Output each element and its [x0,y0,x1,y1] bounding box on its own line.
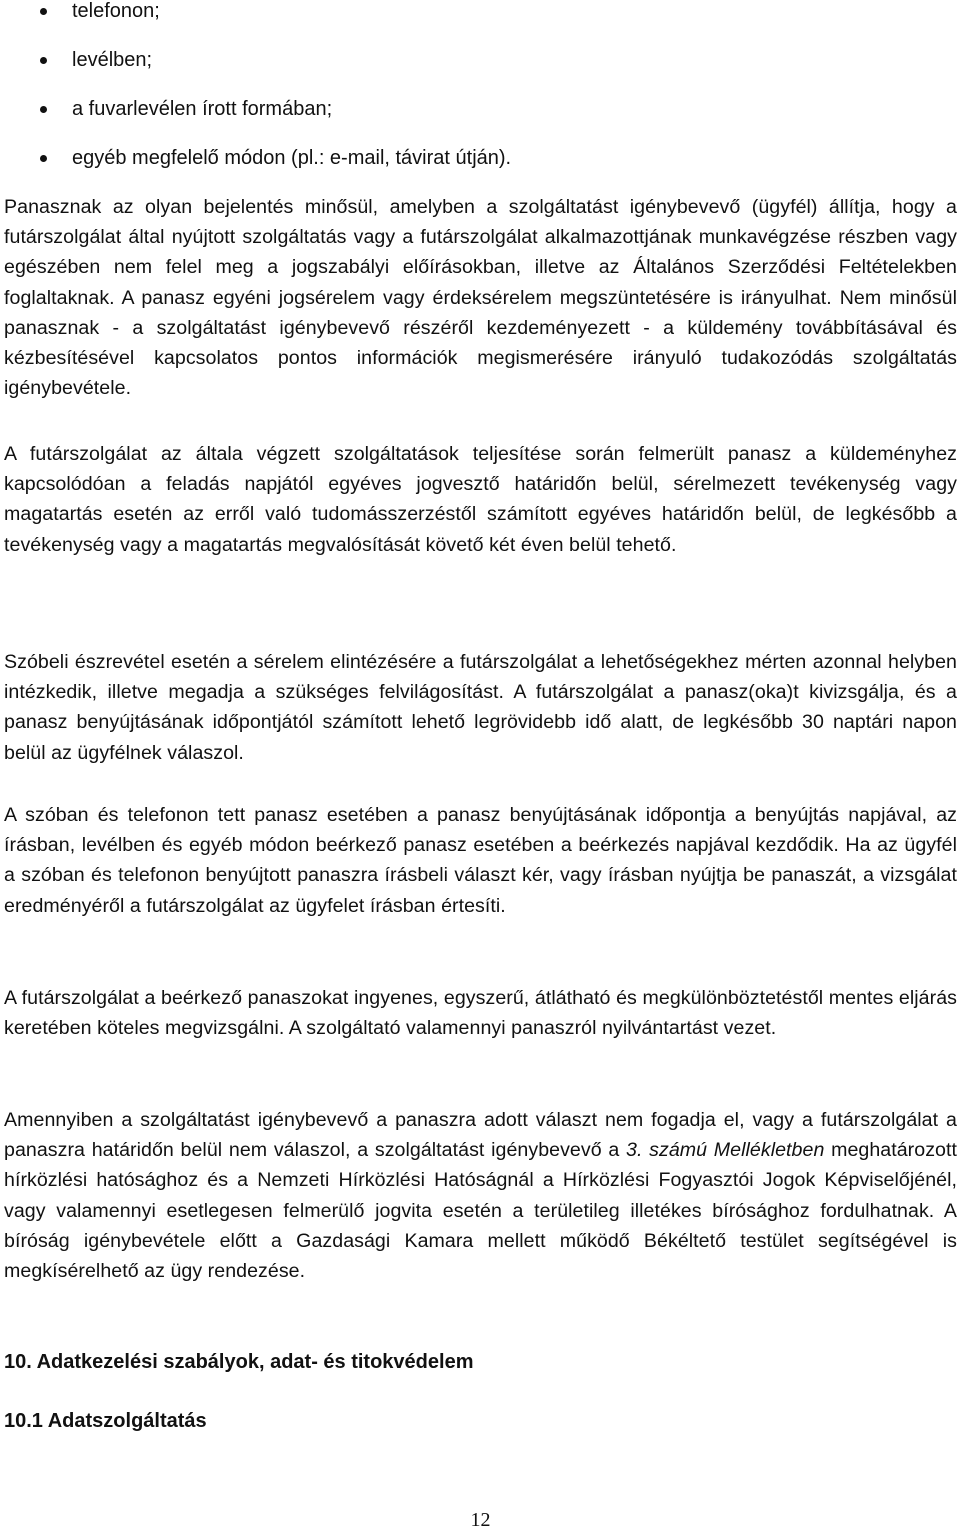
page-number: 12 [470,1509,491,1531]
list-item [4,141,957,190]
list-item [4,43,957,92]
list-item-text: egyéb megfelelő módon (pl.: e-mail, távirat útján). [72,147,512,169]
list-item [4,92,957,141]
list-item-text: telefonon; [72,0,160,22]
bullet-icon [40,106,47,113]
complaint-escalation-paragraph [4,1105,957,1286]
complaint-definition-paragraph: Panasznak az olyan bejelentés minősül, amelyben a szolgáltatást igénybevevő (ügyfél) állítja, hogy a futárszolgálat által nyújtott szolgáltatás vagy a futárszolgálat alkalmazottjának munkavégzése részben vagy egészében nem felel meg a jogszabályi előírásokban, illetve az Általános Szerződési Feltételekben foglaltaknak. A panasz egyéni jogsérelem vagy érdeksérelem megszüntetésére is irányulhat. Nem minősül panasznak - a szolgáltatást igénybevevő részéről kezdeményezett - a küldemény továbbításával és kézbesítésével kapcsolatos pontos információk megismerésére irányuló tudakozódás szolgáltatás igénybevétele. [4,196,957,400]
bullet-icon [40,155,47,162]
annex-reference: 3. számú Mellékletben [626,1139,825,1162]
bullet-icon [40,8,47,15]
complaint-handling-paragraph: A futárszolgálat a beérkező panaszokat ingyenes, egyszerű, átlátható és megkülönböztetéstől mentes eljárás keretében köteles megvizsgálni. A szolgáltató valamennyi panaszról nyilvántartást vezet. [4,987,957,1040]
list-item-text: levélben; [72,49,153,71]
paragraph-text: meghatározott hírközlési hatósághoz és a Nemzeti Hírközlési Hatóságnál a Hírközlési Fogyasztói Jogok Képviselőjénél, vagy valamennyi esetlegesen felmerülő jogvita esetén a területileg illetékes bírósághoz fordulhatnak. A bíróság igénybevétele előtt a Gazdasági Kamara mellett működő Békéltető testület segítségével is megkísérelhető az ügy rendezése. [4,1139,957,1283]
paragraph-text: Amennyiben a szolgáltatást igénybevevő a panaszra adott választ nem fogadja el, vagy a futárszolgálat a panaszra határidőn belül nem válaszol, a szolgáltatást igénybevevő a [4,1109,957,1162]
section-heading: 10. Adatkezelési szabályok, adat- és titokvédelem [4,1351,474,1373]
list-item-text: a fuvarlevélen írott formában; [72,98,333,120]
subsection-heading: 10.1 Adatszolgáltatás [4,1410,207,1432]
list-item [4,0,957,43]
bullet-icon [40,57,47,64]
complaint-deadline-paragraph: A futárszolgálat az általa végzett szolgáltatások teljesítése során felmerült panasz a küldeményhez kapcsolódóan a feladás napjától egyéves jogvesztő határidőn belül, sérelmezett tevékenység vagy magatartás esetén az erről való tudomásszerzéstől számított egyéves határidőn belül, de legkésőbb a tevékenység vagy a magatartás megvalósítását követő két éven belül tehető. [4,443,957,556]
oral-complaint-paragraph: Szóbeli észrevétel esetén a sérelem elintézésére a futárszolgálat a lehetőségekhez mérten azonnal helyben intézkedik, illetve megadja a szükséges felvilágosítást. A futárszolgálat a panasz(oka)t kivizsgálja, és a panasz benyújtásának időpontjától számított lehető legrövidebb idő alatt, de legkésőbb 30 naptári napon belül az ügyfélnek válaszol. [4,651,957,764]
complaint-submission-paragraph: A szóban és telefonon tett panasz esetében a panasz benyújtásának időpontja a benyújtás napjával, az írásban, levélben és egyéb módon beérkező panasz esetében a beérkezés napjával kezdődik. Ha az ügyfél a szóban és telefonon benyújtott panaszra írásbeli választ kér, vagy írásban nyújtja be panaszát, a vizsgálat eredményéről a futárszolgálat az ügyfelet írásban értesíti. [4,804,957,917]
contact-methods-list [4,0,957,190]
